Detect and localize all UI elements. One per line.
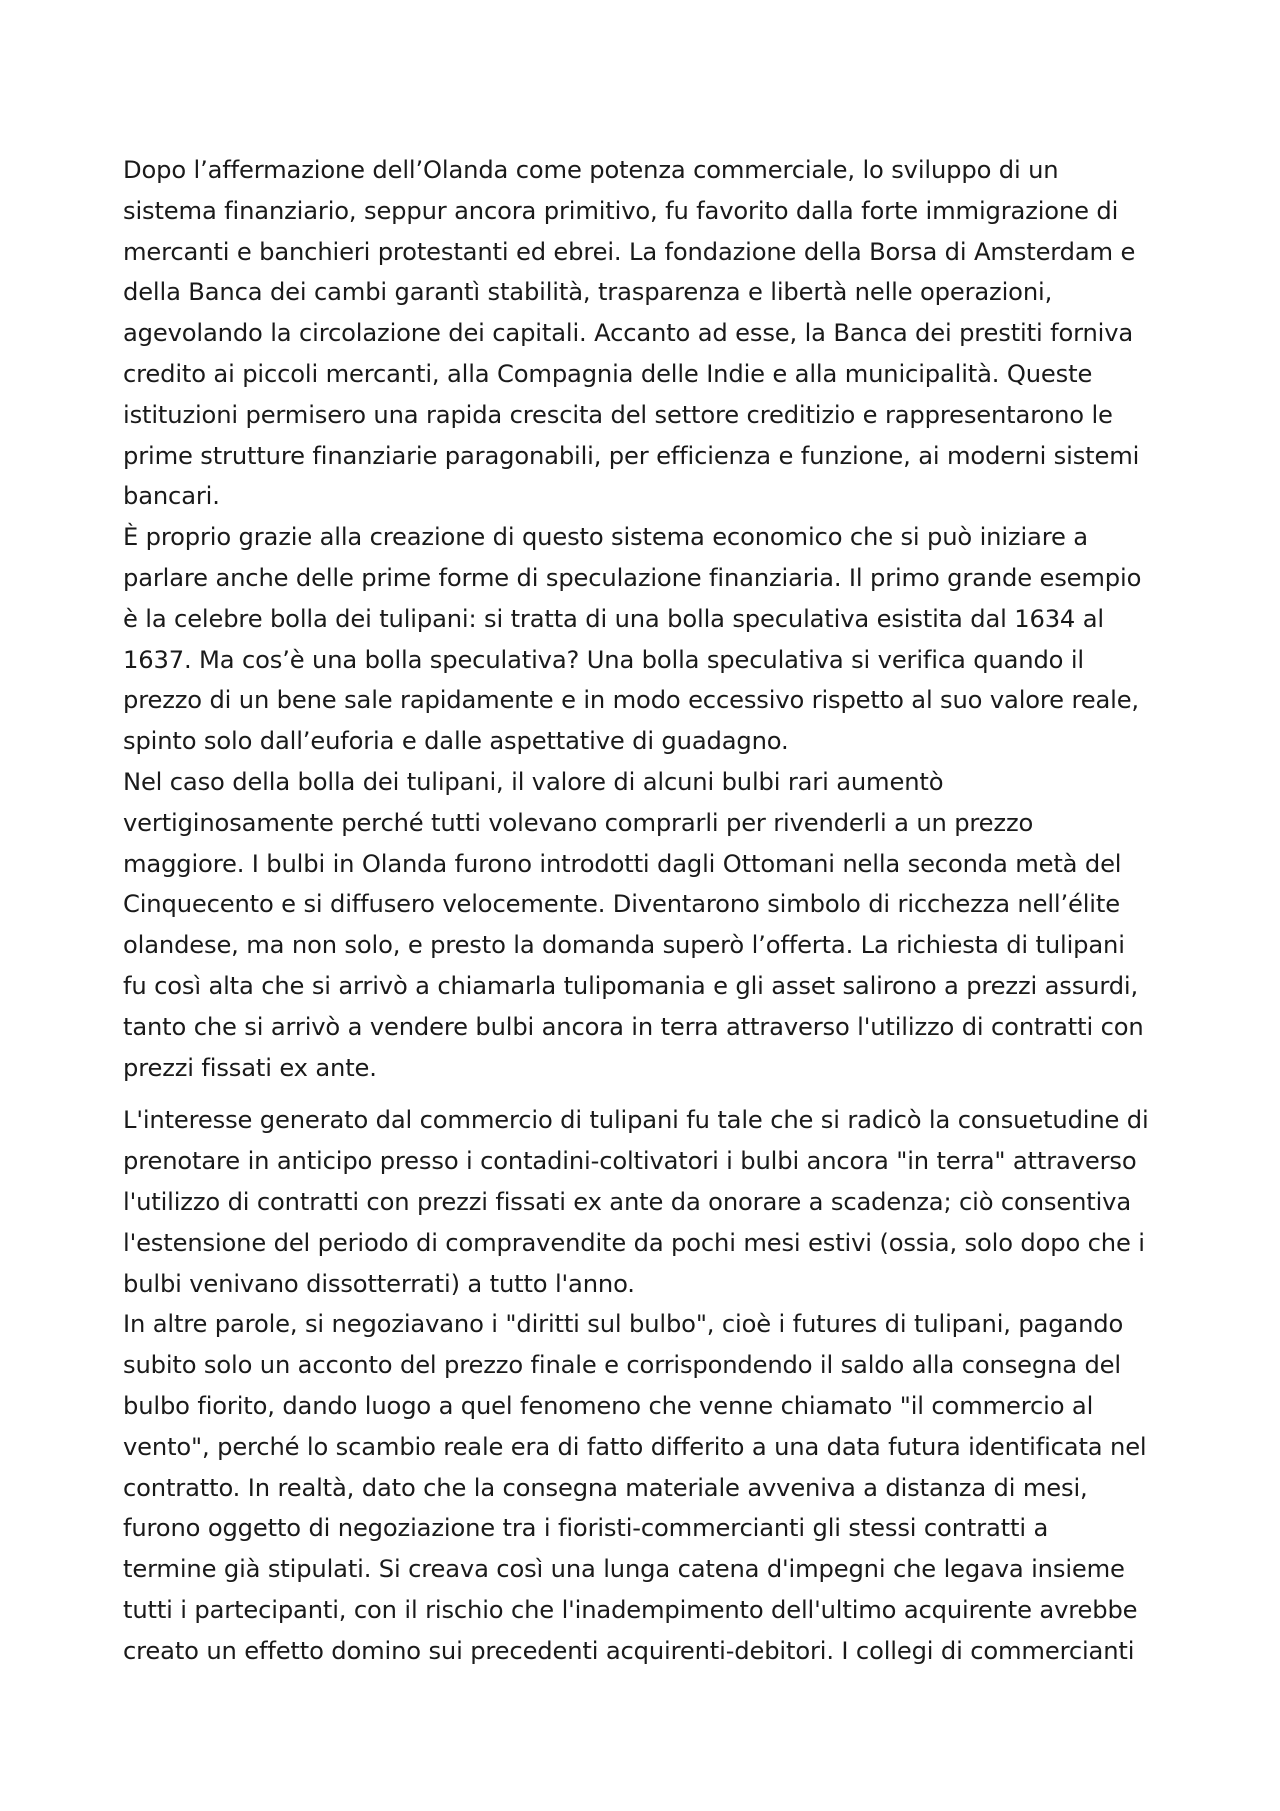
text-line: parlare anche delle prime forme di speculazione finanziaria. Il primo grande esempio — [123, 563, 1142, 592]
text-line: termine già stipulati. Si creava così una lunga catena d'impegni che legava insieme — [123, 1555, 1125, 1584]
text-line: vento", perché lo scambio reale era di fatto differito a una data futura identificata nel — [123, 1432, 1147, 1461]
text-line: Dopo l’affermazione dell’Olanda come potenza commerciale, lo sviluppo di un — [123, 156, 1059, 184]
text-line: prenotare in anticipo presso i contadini-coltivatori i bulbi ancora "in terra" attraverso — [123, 1147, 1137, 1176]
text-line: spinto solo dall’euforia e dalle aspettative di guadagno. — [123, 727, 789, 756]
text-line: Cinquecento e si diffusero velocemente. Diventarono simbolo di ricchezza nell’élite — [123, 890, 1120, 919]
text-line: credito ai piccoli mercanti, alla Compagnia delle Indie e alla municipalità. Queste — [123, 359, 1093, 388]
text-line: vertiginosamente perché tutti volevano comprarli per rivenderli a un prezzo — [123, 808, 1034, 837]
text-line: l'utilizzo di contratti con prezzi fissati ex ante da onorare a scadenza; ciò consentiva — [123, 1187, 1131, 1216]
text-line: sistema finanziario, seppur ancora primitivo, fu favorito dalla forte immigrazione di — [123, 196, 1119, 225]
section-2 — [123, 1100, 1163, 1671]
text-line: È proprio grazie alla creazione di questo sistema economico che si può iniziare a — [123, 523, 1088, 552]
text-line: furono oggetto di negoziazione tra i fioristi-commercianti gli stessi contratti a — [123, 1514, 1049, 1543]
text-line: In altre parole, si negoziavano i "diritti sul bulbo", cioè i futures di tulipani, pagando — [123, 1310, 1124, 1339]
text-line: fu così alta che si arrivò a chiamarla tulipomania e gli asset salirono a prezzi assurdi, — [123, 971, 1139, 1000]
text-line: contratto. In realtà, dato che la consegna materiale avveniva a distanza di mesi, — [123, 1473, 1088, 1502]
text-line: subito solo un acconto del prezzo finale e corrispondendo il saldo alla consegna del — [123, 1351, 1121, 1380]
text-line: maggiore. I bulbi in Olanda furono introdotti dagli Ottomani nella seconda metà del — [123, 849, 1122, 878]
text-line: L'interesse generato dal commercio di tulipani fu tale che si radicò la consuetudine di — [123, 1106, 1149, 1135]
paragraph-gap — [123, 1088, 1163, 1100]
text-line: l'estensione del periodo di compravendite da pochi mesi estivi (ossia, solo dopo che i — [123, 1228, 1145, 1257]
text-line: Nel caso della bolla dei tulipani, il valore di alcuni bulbi rari aumentò — [123, 767, 944, 796]
section-1 — [123, 150, 1163, 1088]
text-line: bancari. — [123, 482, 220, 511]
document-body — [123, 150, 1163, 1671]
text-line: tanto che si arrivò a vendere bulbi ancora in terra attraverso l'utilizzo di contratti con — [123, 1012, 1144, 1041]
text-line: 1637. Ma cos’è una bolla speculativa? Una bolla speculativa si verifica quando il — [123, 645, 1084, 674]
text-line: tutti i partecipanti, con il rischio che l'inadempimento dell'ultimo acquirente avrebbe — [123, 1595, 1138, 1624]
text-line: olandese, ma non solo, e presto la domanda superò l’offerta. La richiesta di tulipani — [123, 931, 1125, 960]
text-line: bulbi venivano dissotterrati) a tutto l'anno. — [123, 1269, 635, 1298]
text-line: prezzi fissati ex ante. — [123, 1053, 377, 1082]
text-line: mercanti e banchieri protestanti ed ebrei. La fondazione della Borsa di Amsterdam e — [123, 237, 1136, 266]
text-line: della Banca dei cambi garantì stabilità, trasparenza e libertà nelle operazioni, — [123, 278, 1053, 307]
text-line: creato un effetto domino sui precedenti acquirenti-debitori. I collegi di commercianti — [123, 1636, 1135, 1665]
text-line: prime strutture finanziarie paragonabili, per efficienza e funzione, ai moderni sistemi — [123, 441, 1140, 470]
text-line: prezzo di un bene sale rapidamente e in modo eccessivo rispetto al suo valore reale, — [123, 686, 1139, 715]
text-line: bulbo fiorito, dando luogo a quel fenomeno che venne chiamato "il commercio al — [123, 1391, 1094, 1420]
text-line: istituzioni permisero una rapida crescita del settore creditizio e rappresentarono le — [123, 400, 1113, 429]
text-line: è la celebre bolla dei tulipani: si tratta di una bolla speculativa esistita dal 1634 al — [123, 604, 1104, 633]
text-line: agevolando la circolazione dei capitali. Accanto ad esse, la Banca dei prestiti forniva — [123, 319, 1134, 348]
